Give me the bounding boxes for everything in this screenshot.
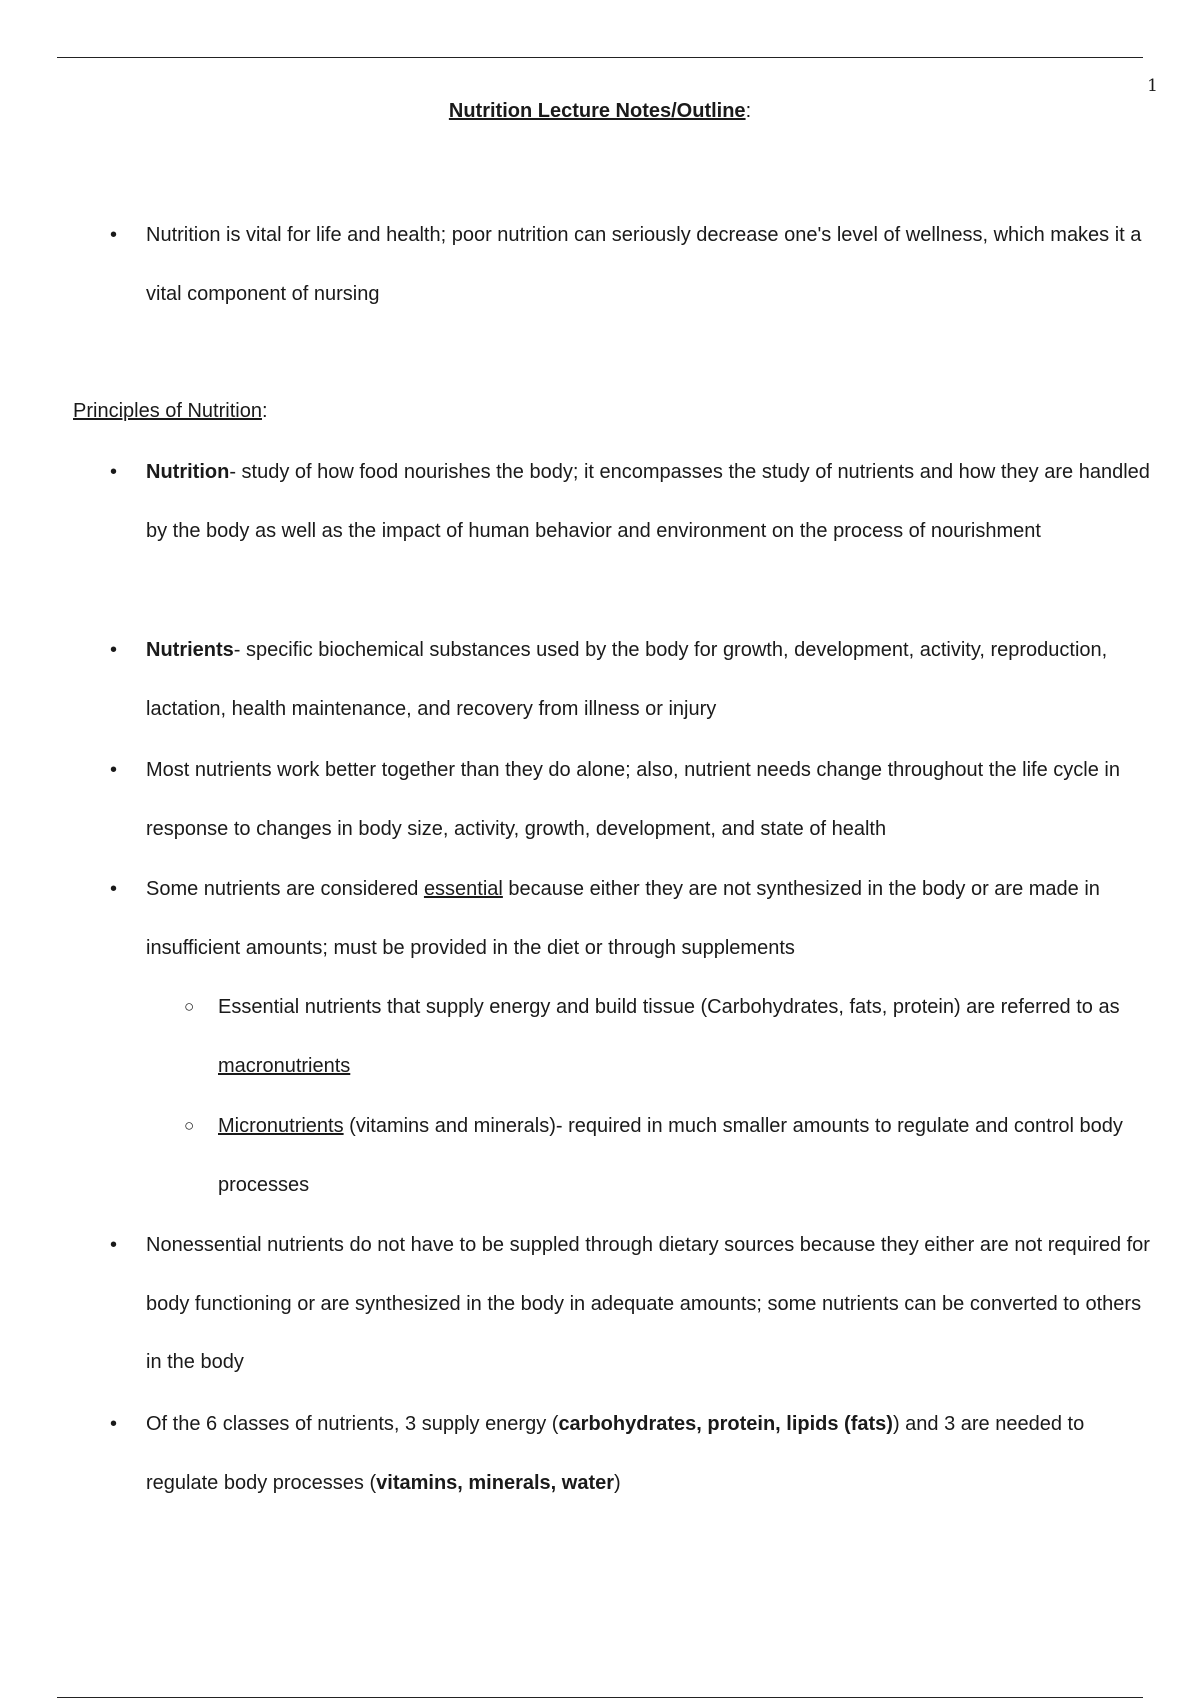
- page-title-suffix: :: [745, 100, 752, 122]
- bullet-six-classes-pre: Of the 6 classes of nutrients, 3 supply energy (: [146, 1413, 559, 1435]
- intro-bullet: [110, 206, 1156, 323]
- bullet-dot-icon: •: [110, 639, 118, 661]
- page-number: 1: [1147, 76, 1158, 96]
- bullet-nonessential: [110, 1216, 1156, 1392]
- bullet-dot-icon: •: [110, 878, 118, 900]
- bottom-rule: [57, 1697, 1143, 1698]
- bullet-dot-icon: •: [110, 759, 118, 781]
- sub-bullet-micronutrients: [184, 1097, 1138, 1214]
- sub-bullet-macronutrients: [184, 978, 1138, 1095]
- bullet-dot-icon: •: [110, 1234, 118, 1256]
- term-macronutrients: macronutrients: [218, 1054, 351, 1077]
- bullet-dot-icon: •: [110, 224, 118, 246]
- bullet-essential: [110, 860, 1156, 977]
- bullet-six-classes-post: ): [614, 1471, 621, 1494]
- bullet-essential-post: because either they are not synthesized in the body or are made in insufficient amounts; must be provided in the diet or through supplements: [146, 878, 1100, 959]
- term-nutrients: Nutrients: [146, 639, 234, 661]
- bullet-dot-icon: •: [110, 1413, 118, 1435]
- term-micronutrients: Micronutrients: [218, 1115, 344, 1137]
- section-heading-text: Principles of Nutrition: [73, 400, 262, 422]
- bullet-nutrients-together-text: Most nutrients work better together than they do alone; also, nutrient needs change throughout the life cycle in response to changes in body size, activity, growth, development, and state of health: [146, 759, 1120, 840]
- section-heading: [73, 400, 268, 423]
- page-title-text: Nutrition Lecture Notes/Outline: [448, 100, 746, 122]
- bullet-nutrition-text: - study of how food nourishes the body; it encompasses the study of nutrients and how they are handled by the body as well as the impact of human behavior and environment on the process of nourishment: [146, 461, 1150, 542]
- bullet-nonessential-text: Nonessential nutrients do not have to be suppled through dietary sources because they either are not required for body functioning or are synthesized in the body in adequate amounts; some nutrients can be converted to others in the body: [146, 1234, 1150, 1373]
- bullet-six-classes: [110, 1395, 1156, 1512]
- page-title: [0, 100, 1200, 123]
- sub-micronutrients-post: (vitamins and minerals)- required in much smaller amounts to regulate and control body processes: [218, 1115, 1123, 1196]
- sub-macronutrients-pre: Essential nutrients that supply energy and build tissue (Carbohydrates, fats, protein) are referred to as: [218, 996, 1120, 1018]
- top-rule: [57, 57, 1143, 58]
- bullet-six-classes-mid: ) and 3 are needed to regulate body processes (: [146, 1413, 1085, 1494]
- energy-nutrients: carbohydrates, protein, lipids (fats): [558, 1413, 893, 1435]
- term-nutrition: Nutrition: [146, 461, 230, 483]
- bullet-nutrients-together: [110, 741, 1156, 858]
- bullet-essential-pre: Some nutrients are considered: [146, 878, 424, 900]
- bullet-nutrients: [110, 621, 1156, 738]
- bullet-nutrients-text: - specific biochemical substances used by the body for growth, development, activity, reproduction, lactation, health maintenance, and recovery from illness or injury: [146, 639, 1108, 720]
- circle-bullet-icon: ○: [184, 1116, 195, 1135]
- bullet-nutrition: [110, 443, 1156, 560]
- section-heading-suffix: :: [261, 400, 268, 422]
- intro-text: Nutrition is vital for life and health; poor nutrition can seriously decrease one's level of wellness, which makes it a vital component of nursing: [146, 224, 1142, 305]
- regulatory-nutrients: vitamins, minerals, water: [376, 1471, 615, 1494]
- term-essential: essential: [423, 878, 503, 900]
- bullet-dot-icon: •: [110, 461, 118, 483]
- circle-bullet-icon: ○: [184, 997, 195, 1016]
